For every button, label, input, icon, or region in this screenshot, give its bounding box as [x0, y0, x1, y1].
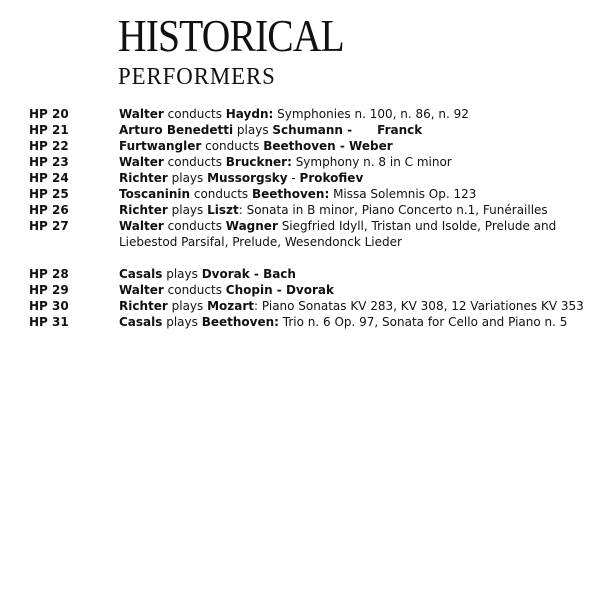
catalog-description [119, 122, 589, 138]
catalog-row [29, 138, 594, 154]
performer: Toscaninin [119, 187, 191, 201]
composer: Bruckner: [225, 155, 292, 169]
catalog-row [29, 266, 594, 282]
catalog-description [119, 314, 589, 330]
composer: Beethoven: [201, 315, 279, 329]
performer: Richter [119, 203, 168, 217]
catalog-description [119, 170, 589, 186]
catalog-row [29, 282, 594, 298]
catalog-row [29, 186, 594, 202]
historical-performers-logo [118, 10, 344, 90]
catalog-description [119, 266, 589, 282]
catalog-code: HP 28 [29, 267, 69, 281]
performer: Richter [119, 299, 168, 313]
composer: Wagner [225, 219, 278, 233]
connector: conducts [163, 219, 226, 233]
catalog-description [119, 186, 589, 202]
connector: plays [167, 203, 208, 217]
performer: Furtwangler [119, 139, 202, 153]
performer: Walter [119, 107, 164, 121]
performer: Casals [119, 315, 163, 329]
connector: plays [167, 299, 208, 313]
works: Siegfried Idyll, Tristan und Isolde, Prelude and Liebestod Parsifal, Prelude, Wesendonck Lieder [119, 219, 557, 249]
works: Missa Solemnis Op. 123 [329, 187, 477, 201]
connector: - [287, 171, 300, 185]
catalog-code: HP 26 [29, 203, 69, 217]
catalog-row [29, 154, 594, 170]
composer: Beethoven - Weber [263, 139, 393, 153]
performer: Casals [119, 267, 163, 281]
catalog-description [119, 218, 589, 250]
catalog-code: HP 27 [29, 219, 69, 233]
catalog-code: HP 20 [29, 107, 69, 121]
composer: Dvorak - Bach [201, 267, 296, 281]
connector: conducts [201, 139, 264, 153]
catalog-row [29, 170, 594, 186]
catalog-row [29, 106, 594, 122]
composer: Haydn: [225, 107, 274, 121]
composer: Beethoven: [252, 187, 330, 201]
connector: plays [233, 123, 273, 137]
catalog-code: HP 22 [29, 139, 69, 153]
works: Trio n. 6 Op. 97, Sonata for Cello and Piano n. 5 [278, 315, 568, 329]
catalog-row [29, 218, 594, 266]
performer: Walter [119, 283, 164, 297]
performer: Walter [119, 219, 164, 233]
catalog-code: HP 23 [29, 155, 69, 169]
composer: Mussorgsky [207, 171, 288, 185]
works: Symphony n. 8 in C minor [291, 155, 452, 169]
connector: conducts [163, 107, 226, 121]
performer: Arturo Benedetti [119, 123, 234, 137]
catalog-code: HP 24 [29, 171, 69, 185]
works: : Piano Sonatas KV 283, KV 308, 12 Variationes KV 353 [254, 299, 584, 313]
connector: plays [162, 315, 202, 329]
composer: Chopin - Dvorak [225, 283, 334, 297]
catalog-row [29, 298, 594, 314]
composer: Liszt [207, 203, 239, 217]
catalog-description [119, 138, 589, 154]
logo-title-line: HISTORICAL [118, 10, 344, 61]
catalog-code: HP 31 [29, 315, 69, 329]
catalog-row [29, 202, 594, 218]
performer: Walter [119, 155, 164, 169]
catalog-description [119, 282, 589, 298]
catalog-row [29, 122, 594, 138]
catalog-row [29, 314, 594, 330]
catalog-description [119, 154, 589, 170]
performer: Richter [119, 171, 168, 185]
connector: plays [162, 267, 202, 281]
catalog-description [119, 202, 589, 218]
composer: Prokofiev [299, 171, 364, 185]
catalog-description [119, 106, 589, 122]
catalog-description [119, 298, 589, 314]
logo-subtitle-line: PERFORMERS [118, 64, 276, 90]
catalog-list [29, 106, 594, 330]
works: : Sonata in B minor, Piano Concerto n.1, Funérailles [238, 203, 548, 217]
catalog-code: HP 21 [29, 123, 69, 137]
catalog-code: HP 25 [29, 187, 69, 201]
works: Symphonies n. 100, n. 86, n. 92 [273, 107, 469, 121]
composer: Mozart [207, 299, 255, 313]
catalog-code: HP 29 [29, 283, 69, 297]
connector: conducts [190, 187, 252, 201]
connector: plays [167, 171, 208, 185]
composer: Schumann - Franck [272, 123, 423, 137]
connector: conducts [163, 283, 226, 297]
connector: conducts [163, 155, 226, 169]
catalog-code: HP 30 [29, 299, 69, 313]
